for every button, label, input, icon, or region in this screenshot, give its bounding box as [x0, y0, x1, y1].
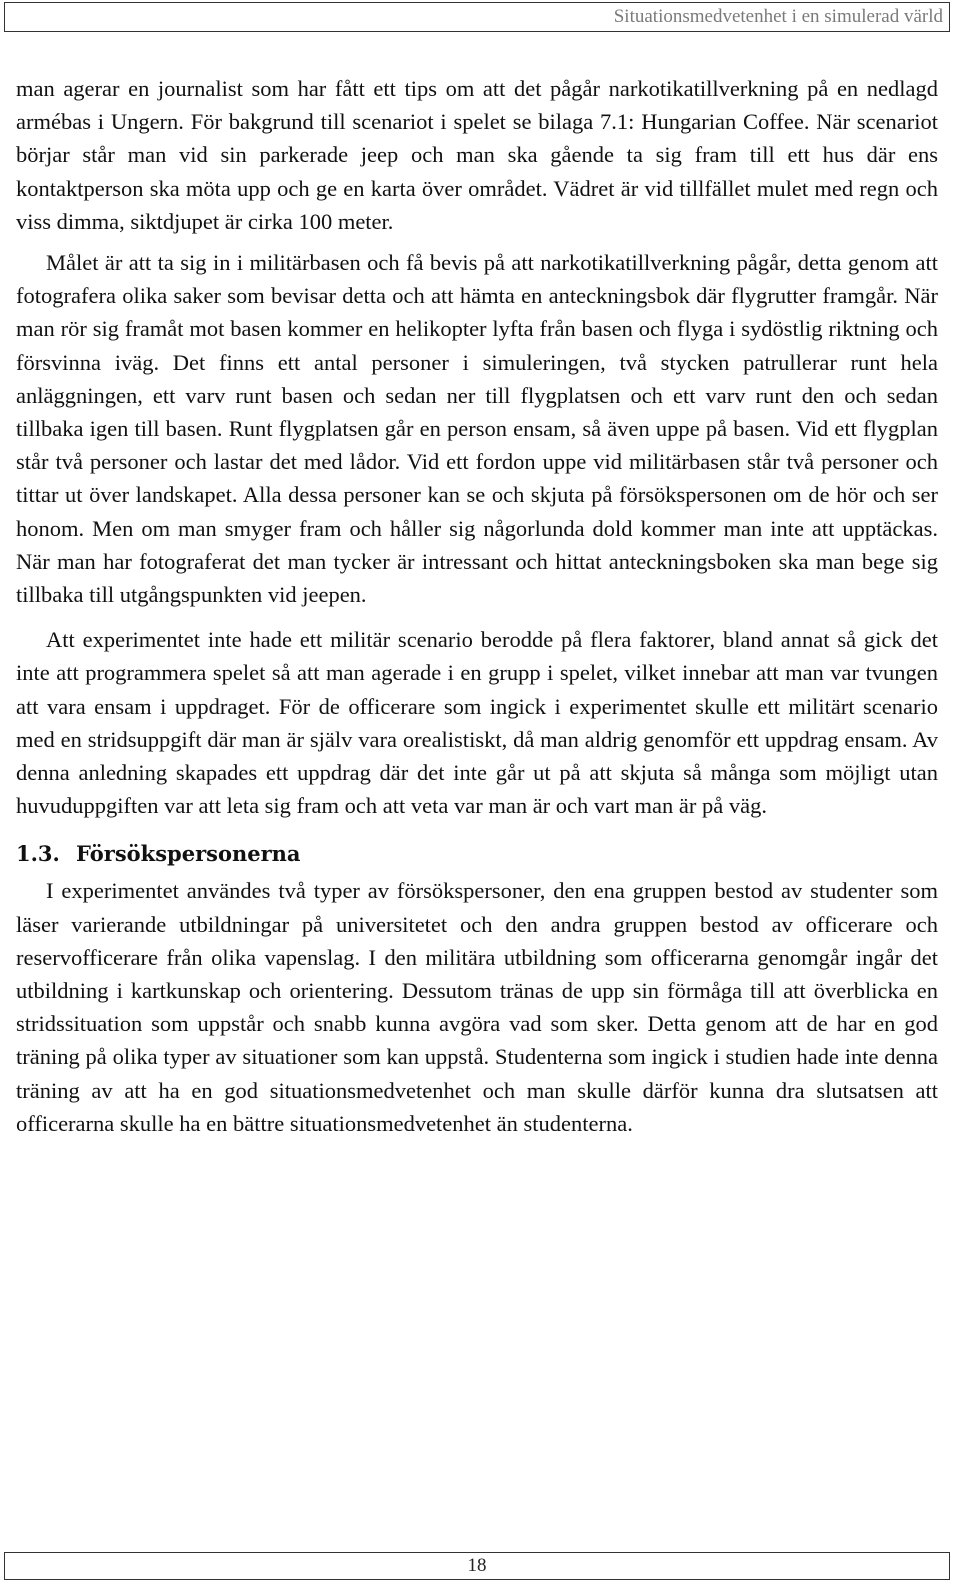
paragraph-mission-goal: Målet är att ta sig in i militärbasen och få bevis på att narkotikatillverkning pågår, detta genom att fotografera olika saker som bevisar detta och att hämta en anteckningsbok där flygrutter framgår. När man rör sig framåt mot basen kommer en helikopter lyfta från basen och flyga i sydöstlig riktning och försvinna iväg. Det finns ett antal personer i simuleringen, två stycken patrullerar runt hela anläggningen, ett varv runt basen och sedan ner till flygplatsen och ett varv runt den och sedan tillbaka igen till basen. Runt flygplatsen går en person ensam, så även uppe på basen. Vid ett flygplan står två personer och lastar det med lådor. Vid ett fordon uppe vid militärbasen står två personer och tittar ut över landskapet. Alla dessa personer kan se och skjuta på försökspersonen om de hör och ser honom. Men om man smyger fram och håller sig någorlunda dold kommer man inte att upptäckas. När man har fotograferat det man tycker är intressant och hittat anteckningsboken ska man bege sig tillbaka till utgångspunkten vid jeepen.: [16, 250, 938, 608]
page-header: [4, 2, 950, 32]
paragraph-experiment-rationale: Att experimentet inte hade ett militär scenario berodde på flera faktorer, bland annat så gick det inte att programmera spelet så att man agerade i en grupp i spelet, vilket innebar att man var tvungen att vara ensam i uppdraget. För de officerare som ingick i experimentet skulle ett militärt scenario med en stridsuppgift där man är själv vara orealistiskt, då man aldrig genomför ett uppdrag ensam. Av denna anledning skapades ett uppdrag där det inte går ut på att skjuta så många som möjligt utan huvuduppgiften var att leta sig fram och att veta var man är och vart man är på väg.: [16, 627, 938, 819]
section-title: Försökspersonerna: [76, 841, 301, 867]
page-number: 18: [467, 1555, 487, 1576]
paragraph-participants: I experimentet användes två typer av försökspersoner, den ena gruppen bestod av studenter som läser varierande utbildningar på universitetet och den andra gruppen bestod av officerare och reservofficerare från olika vapenslag. I den militära utbildning som officerarna genomgår ingår det utbildning i kartkunskap och orientering. Dessutom tränas de upp sin förmåga till att överblicka en stridssituation som uppstår och snabb kunna avgöra vad som sker. Detta genom att de har en god träning på olika typer av situationer som kan uppstå. Studenterna som ingick i studien hade inte denna träning av att ha en god situationsmedvetenhet och man skulle därför kunna dra slutsatsen att officerarna skulle ha en bättre situationsmedvetenhet än studenterna.: [16, 878, 938, 1136]
paragraph-scenario-intro: man agerar en journalist som har fått ett tips om att det pågår narkotikatillverkning på en nedlagd armébas i Ungern. För bakgrund till scenariot i spelet se bilaga 7.1: Hungarian Coffee. När scenariot börjar står man vid sin parkerade jeep och man ska gående ta sig fram till ett hus där ens kontaktperson ska möta upp och ge en karta över området. Vädret är vid tillfället mulet med regn och viss dimma, siktdjupet är cirka 100 meter.: [16, 76, 938, 234]
section-number: 1.3.: [16, 841, 60, 867]
page-footer: [4, 1552, 950, 1580]
section-heading: [16, 839, 938, 869]
document-body: [16, 72, 938, 1140]
running-title: Situationsmedvetenhet i en simulerad värld: [613, 6, 943, 27]
